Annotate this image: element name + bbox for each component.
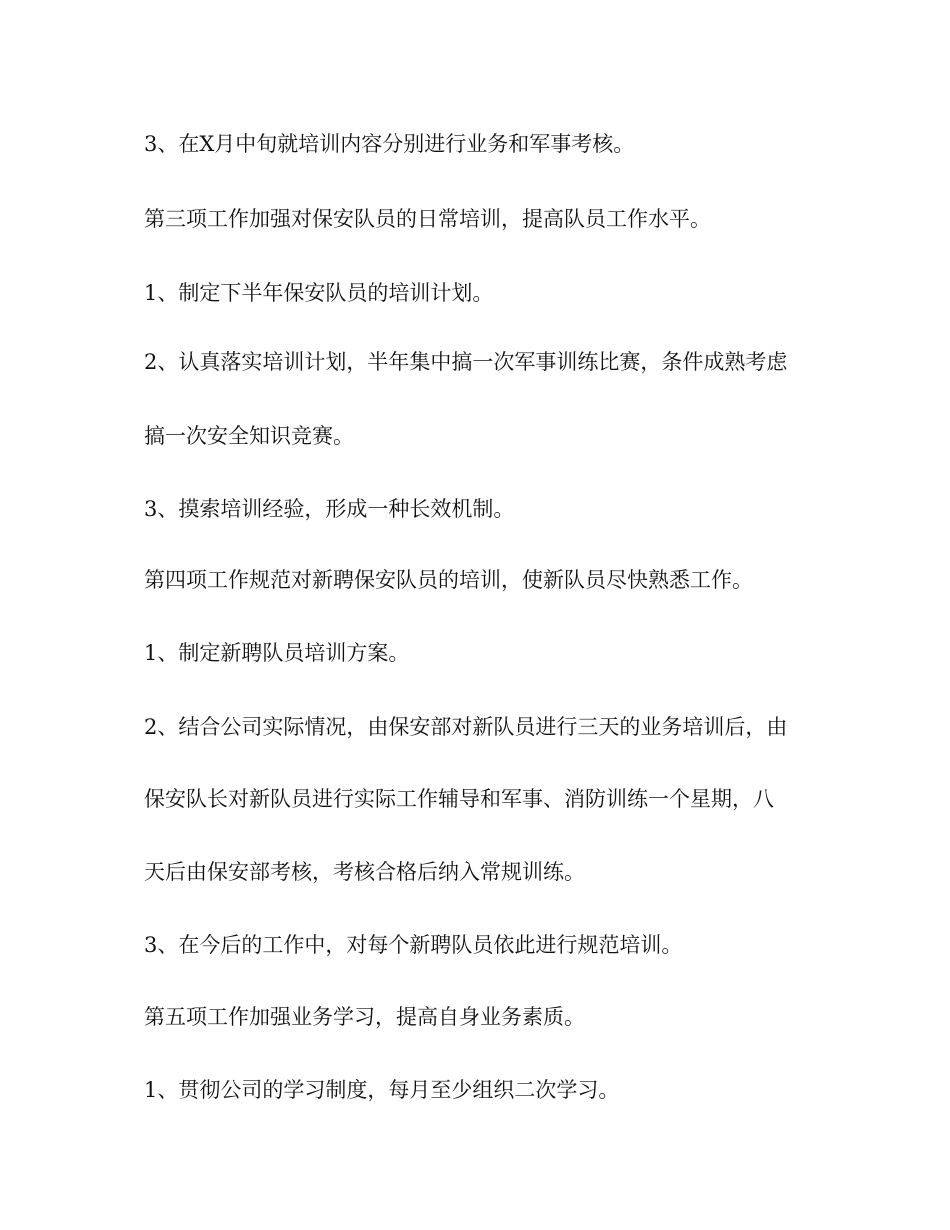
- text-line: 3、摸索培训经验，形成一种长效机制。: [144, 497, 515, 521]
- text-line: 3、在X月中旬就培训内容分别进行业务和军事考核。: [144, 132, 635, 156]
- text-line: 1、贯彻公司的学习制度，每月至少组织二次学习。: [144, 1078, 620, 1102]
- text-line: 1、制定下半年保安队员的培训计划。: [144, 281, 494, 305]
- section-heading: 第五项工作加强业务学习，提高自身业务素质。: [144, 1005, 585, 1029]
- text-line: 3、在今后的工作中，对每个新聘队员依此进行规范培训。: [144, 933, 683, 957]
- text-line: 天后由保安部考核，考核合格后纳入常规训练。: [144, 860, 585, 884]
- text-line: 2、结合公司实际情况，由保安部对新队员进行三天的业务培训后，由: [144, 715, 788, 739]
- text-line: 保安队长对新队员进行实际工作辅导和军事、消防训练一个星期，八: [144, 787, 774, 811]
- text-line: 2、认真落实培训计划，半年集中搞一次军事训练比赛，条件成熟考虑: [144, 350, 788, 374]
- text-line: 搞一次安全知识竞赛。: [144, 424, 354, 448]
- section-heading: 第四项工作规范对新聘保安队员的培训，使新队员尽快熟悉工作。: [144, 568, 753, 592]
- section-heading: 第三项工作加强对保安队员的日常培训，提高队员工作水平。: [144, 207, 711, 231]
- text-line: 1、制定新聘队员培训方案。: [144, 641, 410, 665]
